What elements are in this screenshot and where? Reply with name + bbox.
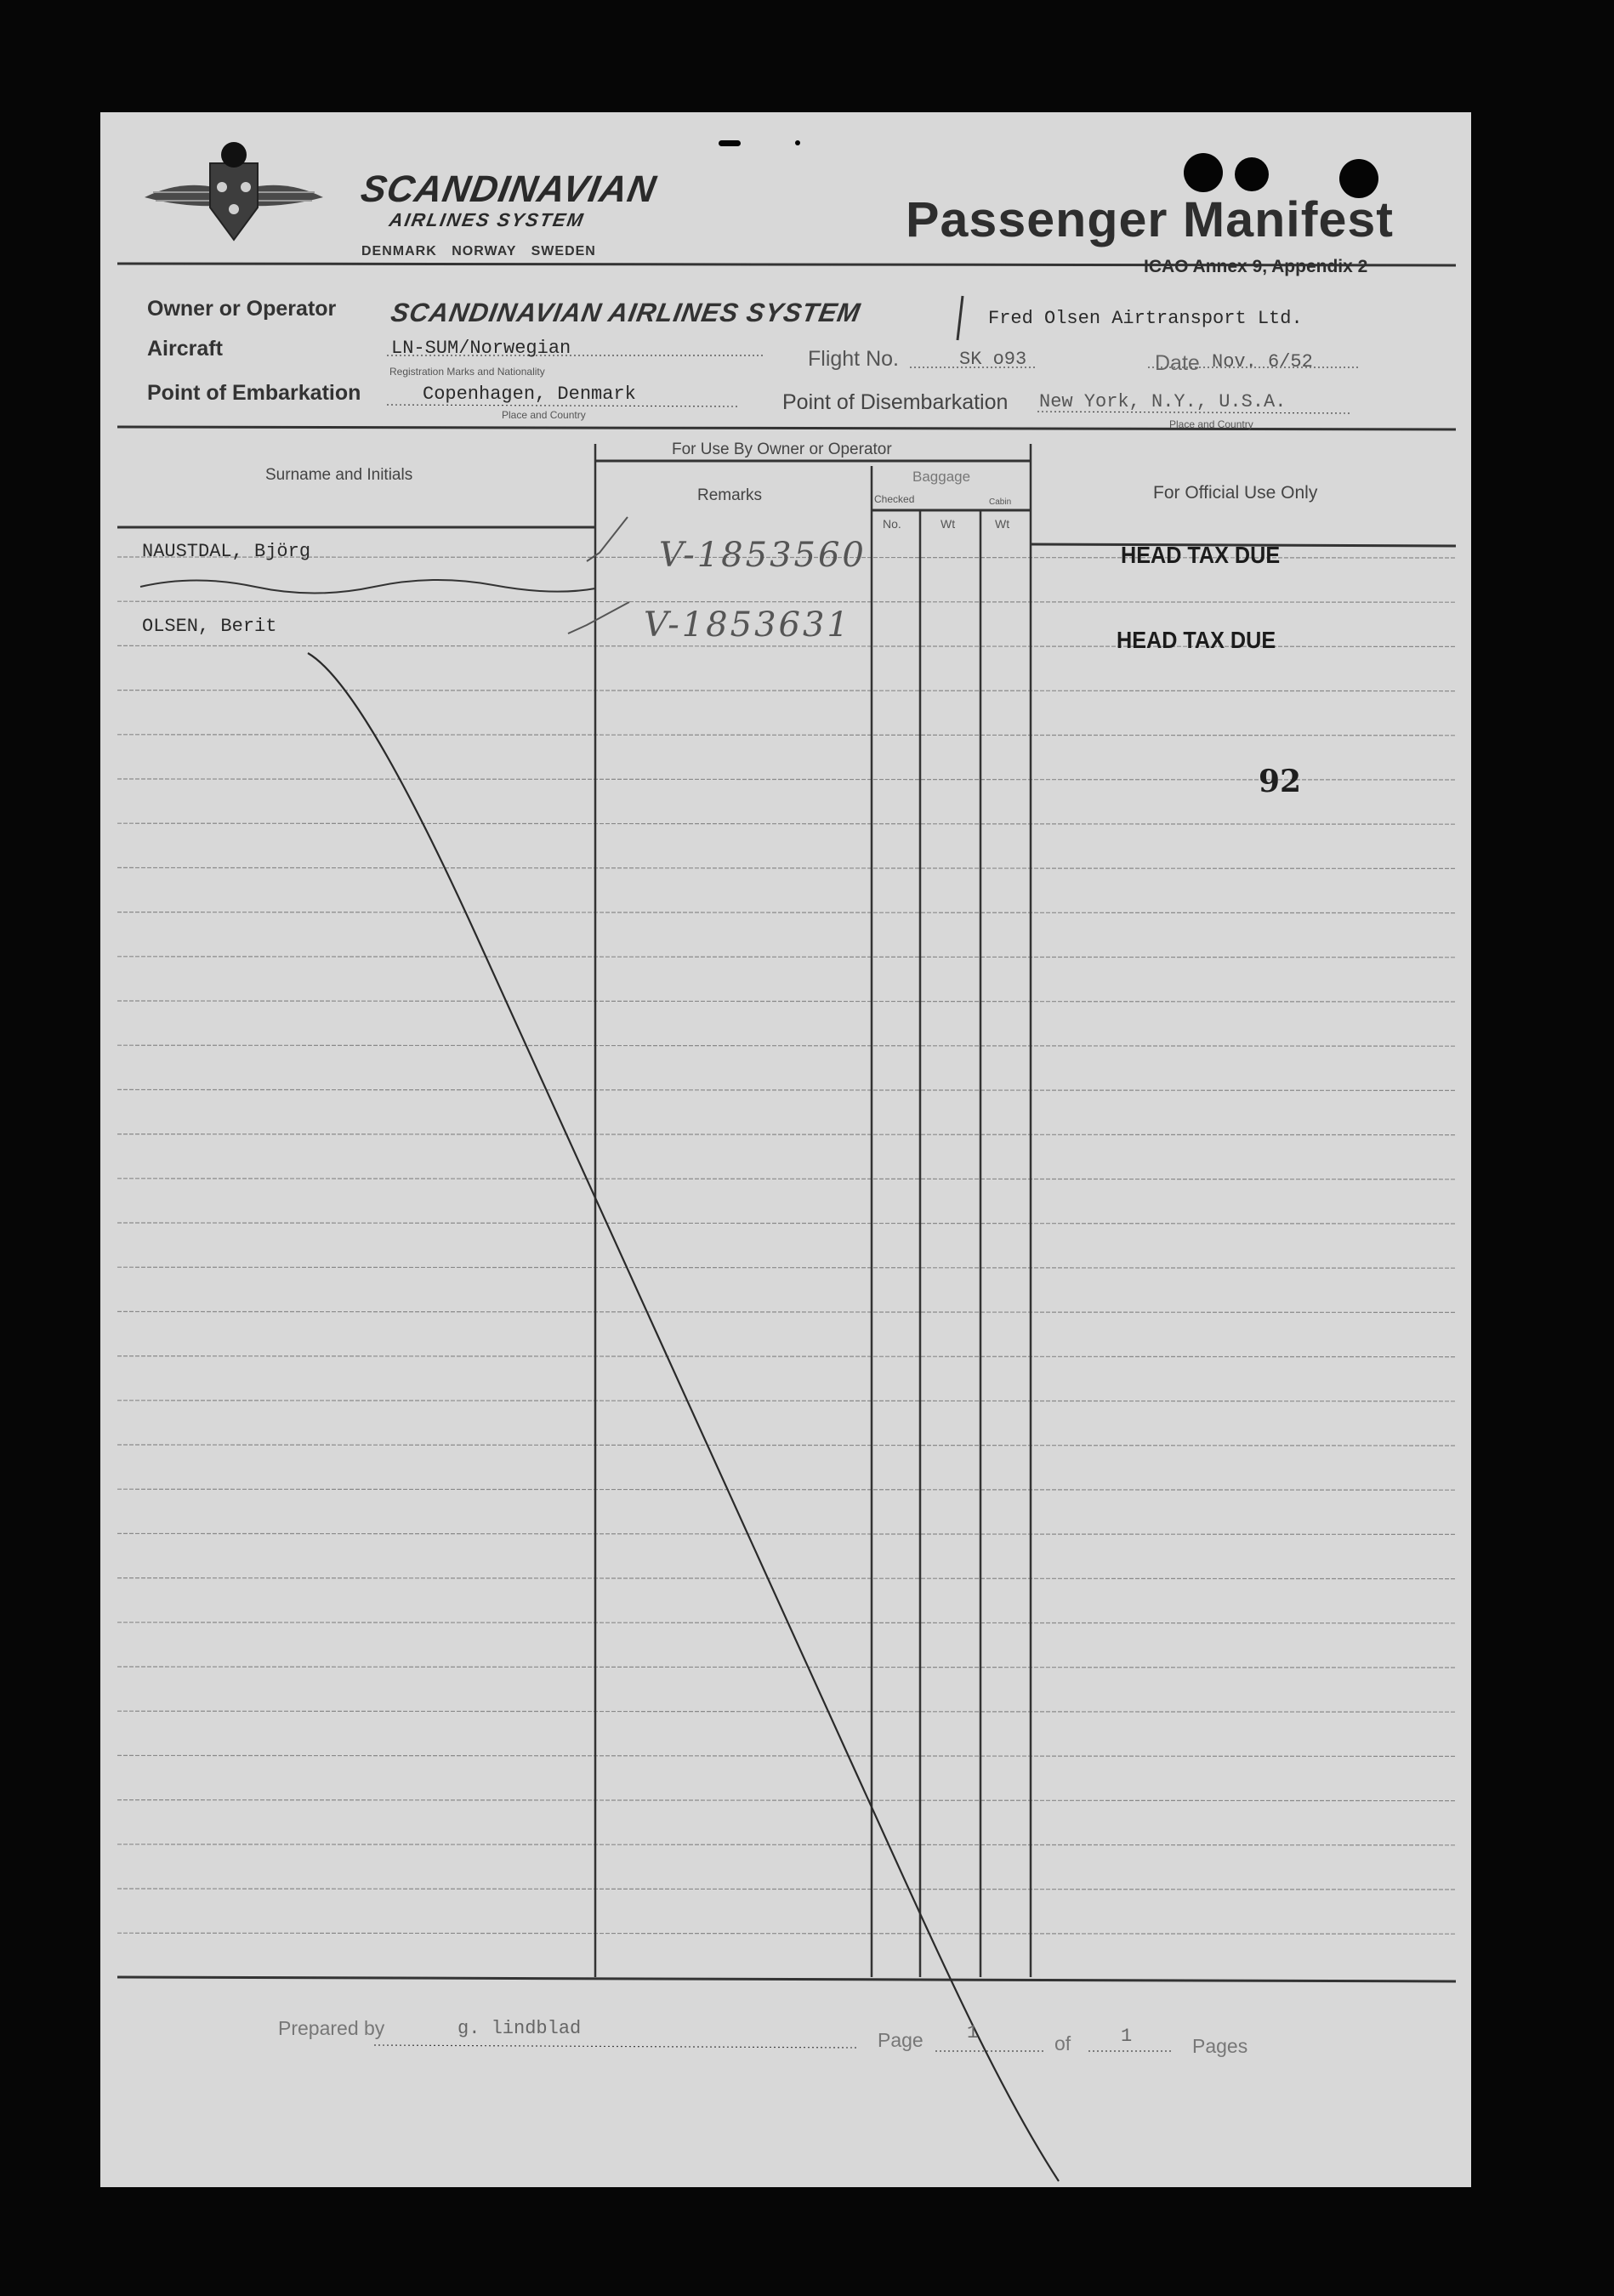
airline-name: SCANDINAVIAN [357, 168, 660, 210]
ruled-line [117, 912, 1456, 913]
embarkation-note: Place and Country [502, 409, 586, 421]
ruled-line [117, 1578, 1456, 1579]
col-wt-header: Wt [941, 517, 956, 531]
ruled-line [117, 1045, 1456, 1046]
ruled-line [117, 957, 1456, 958]
form-lines [100, 112, 1471, 2187]
col-official-header: For Official Use Only [1153, 483, 1318, 503]
ruled-line [117, 1134, 1456, 1135]
ruled-line [117, 1445, 1456, 1446]
official-note: 92 [1259, 764, 1302, 799]
page-value: 1 [967, 2022, 979, 2043]
ruled-line [117, 1089, 1456, 1090]
form-reference: ICAO Annex 9, Appendix 2 [1144, 257, 1368, 276]
ruled-line [117, 1489, 1456, 1490]
flight-value: SK o93 [959, 349, 1027, 370]
ruled-line [117, 1311, 1456, 1312]
ink-mark [795, 140, 800, 145]
disembarkation-note: Place and Country [1169, 418, 1253, 430]
col-cabin-header: Cabin [989, 497, 1012, 507]
ruled-line [117, 1001, 1456, 1002]
disembarkation-value: New York, N.Y., U.S.A. [1039, 391, 1287, 412]
ruled-line [117, 1755, 1456, 1756]
manifest-sheet [100, 112, 1471, 2187]
co-operator-value: Fred Olsen Airtransport Ltd. [988, 308, 1303, 329]
punch-hole [1235, 157, 1269, 191]
disembarkation-label: Point of Disembarkation [782, 390, 1009, 414]
passenger-name: NAUSTDAL, Björg [142, 541, 311, 562]
ruled-line [117, 867, 1456, 868]
ruled-line [117, 779, 1456, 780]
page-label: Page [878, 2029, 924, 2051]
embarkation-value: Copenhagen, Denmark [423, 384, 636, 405]
airline-subtitle: AIRLINES SYSTEM [387, 209, 587, 230]
col-cabin-wt-header: Wt [995, 517, 1010, 531]
sas-logo-icon [145, 142, 323, 240]
aircraft-value: LN-SUM/Norwegian [391, 338, 571, 359]
ruled-line [117, 1711, 1456, 1712]
col-baggage-header: Baggage [912, 469, 971, 485]
ruled-line [117, 601, 1456, 602]
embarkation-label: Point of Embarkation [147, 381, 361, 405]
ruled-line [117, 735, 1456, 736]
ink-mark [719, 140, 741, 146]
ruled-line [117, 823, 1456, 824]
col-surname-header: Surname and Initials [265, 466, 413, 484]
owner-value: SCANDINAVIAN AIRLINES SYSTEM [389, 298, 863, 327]
ruled-line [117, 1844, 1456, 1845]
date-label: Date [1155, 351, 1200, 375]
punch-hole [1184, 153, 1223, 192]
flight-label: Flight No. [808, 347, 899, 371]
ruled-line [117, 1889, 1456, 1890]
ruled-line [117, 1667, 1456, 1668]
col-remarks-header: Remarks [697, 486, 763, 504]
of-label: of [1054, 2032, 1071, 2054]
ruled-line [117, 1933, 1456, 1934]
prepared-by-value: g. lindblad [457, 2018, 582, 2039]
ruled-line [117, 1223, 1456, 1224]
passenger-name: OLSEN, Berit [142, 616, 277, 637]
of-value: 1 [1121, 2026, 1133, 2047]
passenger-official-stamp: HEAD TAX DUE [1121, 542, 1281, 568]
ruled-line [117, 1356, 1456, 1357]
ruled-line [117, 1267, 1456, 1268]
col-no-header: No. [883, 517, 901, 531]
passenger-remark: V-1853560 [659, 536, 867, 575]
passenger-official-stamp: HEAD TAX DUE [1117, 627, 1276, 653]
col-owner-group-header: For Use By Owner or Operator [672, 440, 892, 458]
form-title: Passenger Manifest [906, 192, 1395, 247]
aircraft-label: Aircraft [147, 337, 223, 361]
aircraft-note: Registration Marks and Nationality [389, 366, 545, 378]
pages-label: Pages [1192, 2035, 1248, 2057]
prepared-by-label: Prepared by [278, 2017, 385, 2039]
owner-label: Owner or Operator [147, 297, 337, 321]
ruled-line [117, 1800, 1456, 1801]
airline-countries: DENMARK NORWAY SWEDEN [361, 244, 596, 259]
ruled-line [117, 1533, 1456, 1534]
date-value: Nov. 6/52 [1212, 351, 1313, 372]
col-checked-header: Checked [874, 493, 915, 505]
passenger-remark: V-1853631 [644, 605, 851, 645]
